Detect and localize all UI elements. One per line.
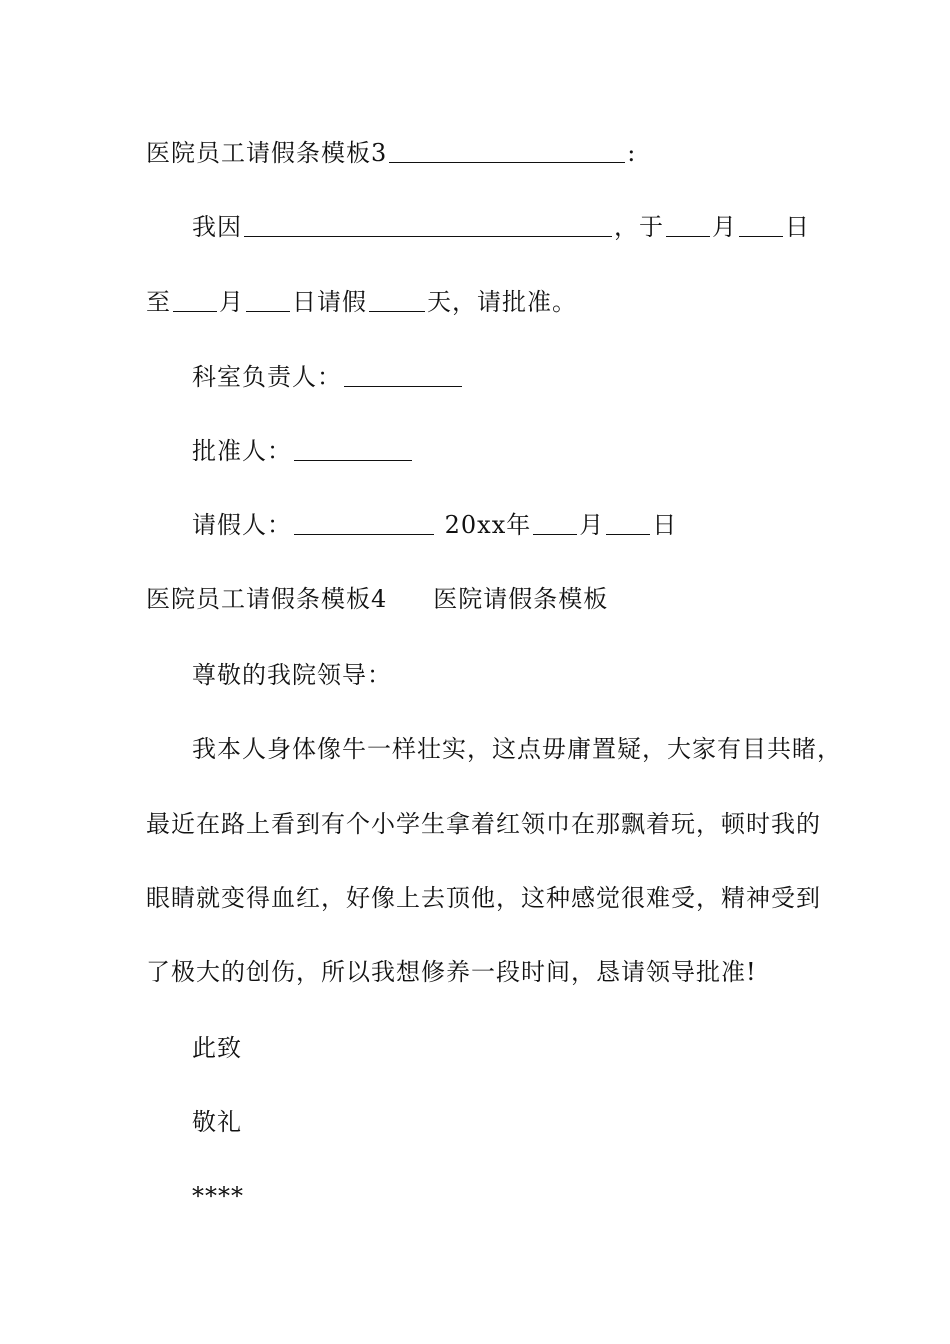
month-label: 月 [579,511,605,539]
approver-label: 批准人： [192,437,292,465]
request-leave-label: 日请假 [292,288,367,316]
month-label: 月 [219,288,244,316]
body-paragraph-line-3 [146,883,821,913]
closing-line-2 [192,1107,242,1137]
leave-reason-line [192,212,810,242]
body-text: 眼睛就变得血红，好像上去顶他，这种感觉很难受，精神受到 [146,884,821,912]
template4-title: 医院员工请假条模板4 [146,585,388,613]
applicant-line [192,510,677,540]
month-label: 月 [712,213,737,241]
leave-reason-label: 我因 [192,213,242,241]
day-label: 日 [652,511,678,539]
template3-title-line [146,138,636,168]
applicant-label: 请假人： [192,511,292,539]
addressee-blank [389,140,625,163]
zhi-label: 至 [146,288,171,316]
approver-line [192,436,414,466]
closing-jingli: 敬礼 [192,1108,242,1136]
signature: **** [192,1182,244,1210]
yu-label: ，于 [614,213,664,241]
body-text: 了极大的创伤，所以我想修养一段时间，恳请领导批准! [146,958,757,986]
day-label: 日 [785,213,810,241]
closing-cizhi: 此致 [192,1034,242,1062]
approve-request-text: 天，请批准。 [427,288,577,316]
template3-colon: : [627,139,637,167]
start-day-blank [739,214,783,237]
salutation: 尊敬的我院领导： [192,661,392,689]
body-text: 最近在路上看到有个小学生拿着红领巾在那飘着玩，顿时我的 [146,810,821,838]
reason-blank [244,214,612,237]
body-paragraph-line-4 [146,957,757,987]
sign-day-blank [606,512,650,535]
approver-blank [294,438,412,461]
applicant-blank [294,512,434,535]
body-text: 我本人身体像牛一样壮实，这点毋庸置疑，大家有目共睹， [192,735,842,763]
end-month-blank [173,289,217,312]
days-blank [369,289,425,312]
dept-head-label: 科室负责人： [192,363,342,391]
leave-period-line [146,287,577,317]
salutation-line [192,660,392,690]
body-paragraph-line-1 [192,734,842,764]
template4-subtitle: 医院请假条模板 [433,585,609,613]
closing-line-1 [192,1033,242,1063]
template4-title-line [146,584,608,614]
year-label: 20xx年 [444,511,532,539]
start-month-blank [666,214,710,237]
body-paragraph-line-2 [146,809,821,839]
signature-line [192,1181,244,1211]
dept-head-line [192,362,464,392]
dept-head-blank [344,364,462,387]
end-day-blank [246,289,290,312]
template3-title: 医院员工请假条模板3 [146,139,388,167]
sign-month-blank [533,512,577,535]
